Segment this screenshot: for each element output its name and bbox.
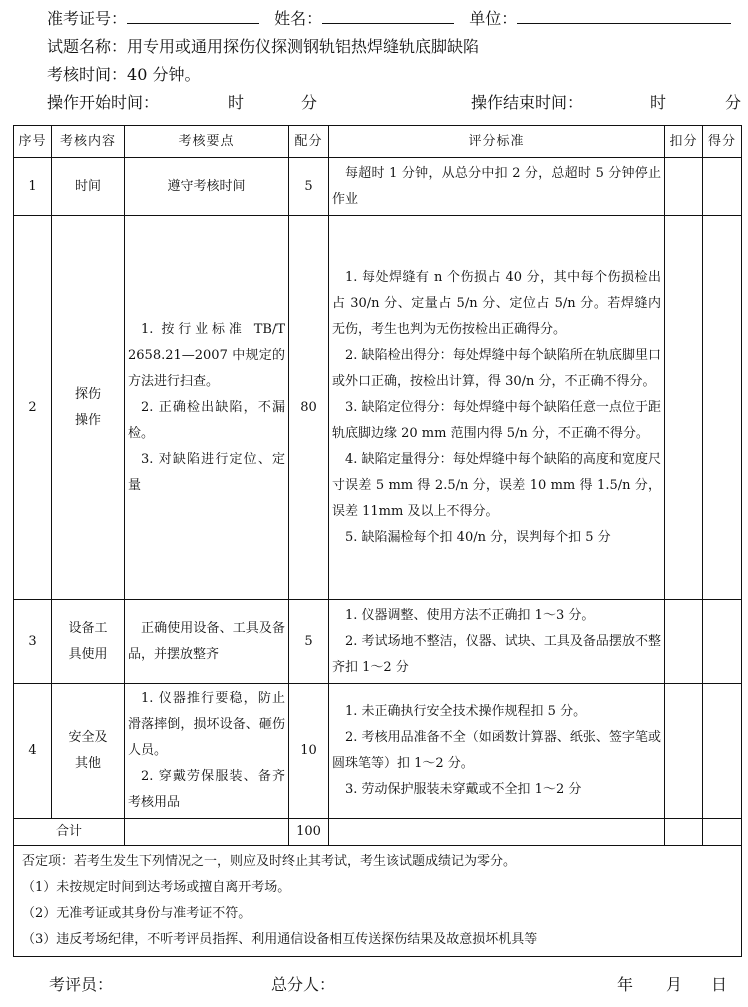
row-points xyxy=(125,158,289,216)
date-year: 年 xyxy=(617,975,634,994)
exam-title-label: 试题名称： xyxy=(47,37,128,56)
row-criteria xyxy=(329,216,665,600)
criteria-item: 1. 未正确执行安全技术操作规程扣 5 分。 xyxy=(345,704,587,719)
header-cell: 评分标准 xyxy=(329,126,665,158)
scoring-table xyxy=(13,125,742,957)
row-criteria xyxy=(329,600,665,684)
row-content: 探伤操作 xyxy=(52,216,125,600)
deduction-cell[interactable] xyxy=(665,158,703,216)
criteria-item: 2. 考核用品准备不全（如函数计算器、纸张、签字笔或圆珠笔等）扣 1～2 分。 xyxy=(332,730,661,771)
unit-field[interactable] xyxy=(517,9,731,24)
name-label: 姓名： xyxy=(274,9,323,28)
row-points xyxy=(125,600,289,684)
exam-time-line xyxy=(47,65,200,85)
header-cell: 配分 xyxy=(289,126,329,158)
row-score: 80 xyxy=(289,216,329,600)
operation-time-line xyxy=(0,93,748,115)
row-score: 5 xyxy=(289,600,329,684)
total-label: 合计 xyxy=(14,819,125,846)
end-time-label: 操作结束时间： xyxy=(471,93,584,112)
row-number: 3 xyxy=(14,600,52,684)
unit-label: 单位： xyxy=(469,9,518,28)
header-cell: 考核要点 xyxy=(125,126,289,158)
date-month: 月 xyxy=(666,975,683,994)
start-time-label: 操作开始时间： xyxy=(47,93,160,112)
examiner-label: 考评员： xyxy=(49,975,114,994)
point-item: 2. 正确检出缺陷，不漏检。 xyxy=(128,399,285,441)
table-row xyxy=(14,684,742,819)
total-row xyxy=(14,819,742,846)
point-item: 正确使用设备、工具及备品，并摆放整齐 xyxy=(128,620,285,662)
table-header-row xyxy=(14,126,742,158)
criteria-item: 1. 仪器调整、使用方法不正确扣 1～3 分。 xyxy=(345,607,595,623)
exam-time-value: 40 分钟。 xyxy=(127,65,201,84)
criteria-item: 2. 考试场地不整洁，仪器、试块、工具及备品摆放不整齐扣 1～2 分 xyxy=(332,633,661,675)
exam-time-label: 考核时间： xyxy=(47,65,128,84)
header-cell: 得分 xyxy=(703,126,742,158)
header-cell: 扣分 xyxy=(665,126,703,158)
earned-cell[interactable] xyxy=(703,600,742,684)
point-item: 遵守考核时间 xyxy=(167,178,246,194)
end-hour-unit: 时 xyxy=(650,93,667,112)
veto-item: （3）违反考场纪律，不听考评员指挥、利用通信设备相互传送探伤结果及故意损坏机具等 xyxy=(22,932,538,947)
row-number: 4 xyxy=(14,684,52,819)
name-field[interactable] xyxy=(322,9,454,24)
row-criteria xyxy=(329,158,665,216)
total-criteria-cell xyxy=(329,819,665,846)
deduction-cell[interactable] xyxy=(665,684,703,819)
veto-section xyxy=(14,846,742,957)
row-points xyxy=(125,684,289,819)
exam-info-line xyxy=(47,9,731,29)
veto-row xyxy=(14,846,742,957)
deduction-cell[interactable] xyxy=(665,600,703,684)
row-score: 5 xyxy=(289,158,329,216)
cert-number-field[interactable] xyxy=(127,9,259,24)
criteria-item: 3. 缺陷定位得分：每处焊缝中每个缺陷任意一点位于距轨底脚边缘 20 mm 范围内得 5/n 分，不正确不得分。 xyxy=(332,399,661,441)
point-item: 1. 按行业标准 TB/T 2658.21—2007 中规定的方法进行扫查。 xyxy=(128,321,285,389)
criteria-item: 4. 缺陷定量得分：每处焊缝中每个缺陷的高度和宽度尺寸误差 5 mm 得 2.5/n 分，误差 10 mm 得 1.5/n 分，误差 11mm 及以上不得分。 xyxy=(332,451,661,519)
earned-cell[interactable] xyxy=(703,216,742,600)
end-minute-unit: 分 xyxy=(725,93,742,112)
total-score: 100 xyxy=(289,819,329,846)
earned-cell[interactable] xyxy=(703,684,742,819)
total-deduction-cell[interactable] xyxy=(665,819,703,846)
row-number: 2 xyxy=(14,216,52,600)
total-scorer-label: 总分人： xyxy=(271,975,336,994)
row-criteria xyxy=(329,684,665,819)
header-cell: 序号 xyxy=(14,126,52,158)
veto-item: （1）未按规定时间到达考场或擅自离开考场。 xyxy=(22,880,291,895)
row-score: 10 xyxy=(289,684,329,819)
exam-title-value: 用专用或通用探伤仪探测钢轨铝热焊缝轨底脚缺陷 xyxy=(127,37,480,56)
table-row xyxy=(14,600,742,684)
date-day: 日 xyxy=(711,975,728,994)
row-number: 1 xyxy=(14,158,52,216)
deduction-cell[interactable] xyxy=(665,216,703,600)
row-content: 时间 xyxy=(52,158,125,216)
table-row xyxy=(14,216,742,600)
start-minute-unit: 分 xyxy=(301,93,318,112)
veto-intro: 否定项：若考生发生下列情况之一，则应及时终止其考试，考生该试题成绩记为零分。 xyxy=(22,854,517,869)
row-content: 安全及其他 xyxy=(52,684,125,819)
criteria-item: 1. 每处焊缝有 n 个伤损占 40 分，其中每个伤损检出占 30/n 分、定量占 5/n 分、定位占 5/n 分。若焊缝内无伤，考生也判为无伤按检出正确得分。 xyxy=(332,269,661,337)
veto-item: （2）无准考证或其身份与准考证不符。 xyxy=(22,906,252,921)
point-item: 1. 仪器推行要稳，防止滑落摔倒，损坏设备、砸伤人员。 xyxy=(128,691,285,758)
exam-title-line xyxy=(47,37,479,57)
criteria-item: 5. 缺陷漏检每个扣 40/n 分，误判每个扣 5 分 xyxy=(345,529,611,545)
row-content: 设备工具使用 xyxy=(52,600,125,684)
criteria-item: 每超时 1 分钟，从总分中扣 2 分，总超时 5 分钟停止作业 xyxy=(332,165,661,207)
cert-number-label: 准考证号： xyxy=(47,9,128,28)
total-points-cell xyxy=(125,819,289,846)
header-cell: 考核内容 xyxy=(52,126,125,158)
criteria-item: 2. 缺陷检出得分：每处焊缝中每个缺陷所在轨底脚里口或外口正确，按检出计算，得 30/n 分，不正确不得分。 xyxy=(332,347,661,389)
point-item: 2. 穿戴劳保服装、备齐考核用品 xyxy=(128,769,285,810)
earned-cell[interactable] xyxy=(703,158,742,216)
criteria-item: 3. 劳动保护服装未穿戴或不全扣 1～2 分 xyxy=(345,782,582,797)
total-earned-cell[interactable] xyxy=(703,819,742,846)
point-item: 3. 对缺陷进行定位、定量 xyxy=(128,451,285,493)
table-row xyxy=(14,158,742,216)
start-hour-unit: 时 xyxy=(228,93,245,112)
row-points xyxy=(125,216,289,600)
